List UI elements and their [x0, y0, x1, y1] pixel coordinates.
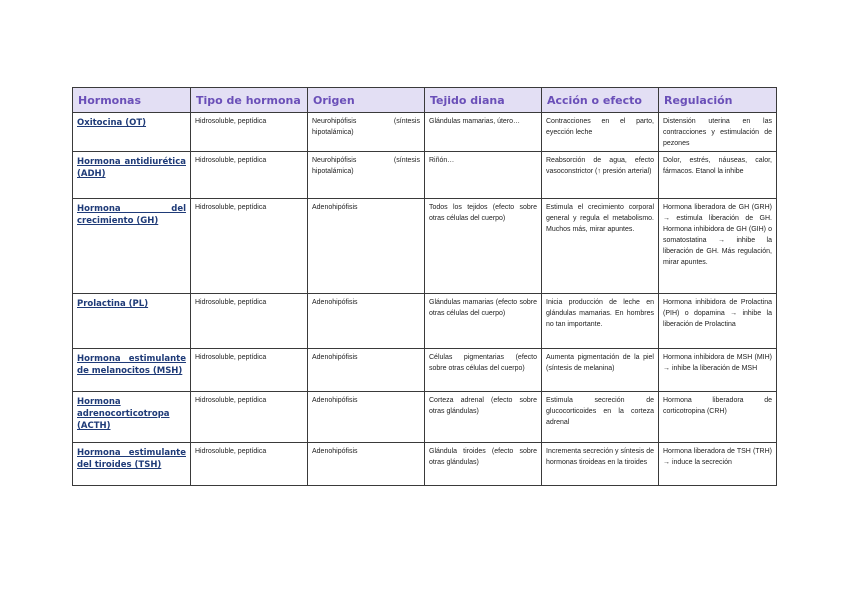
- cell-regulacion: Hormona liberadora de GH (GRH) → estimula liberación de GH. Hormona inhibidora de GH (GIH) o somatostatina → inhibe la liberación de GH. Más regulación, mirar apuntes.: [659, 199, 777, 294]
- cell-tejido: Glándulas mamarias (efecto sobre otras células del cuerpo): [425, 294, 542, 349]
- table-row: [73, 199, 777, 294]
- table-row: [73, 152, 777, 199]
- cell-regulacion: Hormona liberadora de TSH (TRH) → induce la secreción: [659, 443, 777, 486]
- cell-tejido: Corteza adrenal (efecto sobre otras glándulas): [425, 392, 542, 443]
- table-row: [73, 392, 777, 443]
- cell-accion: Estimula secreción de glucocorticoides en la corteza adrenal: [542, 392, 659, 443]
- cell-origen: Adenohipófisis: [308, 349, 425, 392]
- cell-regulacion: Hormona liberadora de corticotropina (CRH): [659, 392, 777, 443]
- cell-tipo: Hidrosoluble, peptídica: [191, 199, 308, 294]
- cell-tipo: Hidrosoluble, peptídica: [191, 443, 308, 486]
- table-row: [73, 349, 777, 392]
- cell-tipo: Hidrosoluble, peptídica: [191, 349, 308, 392]
- header-tipo: Tipo de hormona: [191, 88, 308, 113]
- cell-accion: Aumenta pigmentación de la piel (síntesis de melanina): [542, 349, 659, 392]
- cell-regulacion: Hormona inhibidora de MSH (MIH) → inhibe la liberación de MSH: [659, 349, 777, 392]
- header-row: [73, 88, 777, 113]
- cell-origen: Adenohipófisis: [308, 443, 425, 486]
- header-origen: Origen: [308, 88, 425, 113]
- cell-tipo: Hidrosoluble, peptídica: [191, 152, 308, 199]
- cell-tipo: Hidrosoluble, peptídica: [191, 392, 308, 443]
- hormone-table: [72, 87, 777, 486]
- cell-tejido: Riñón…: [425, 152, 542, 199]
- cell-tejido: Glándula tiroides (efecto sobre otras glándulas): [425, 443, 542, 486]
- cell-tejido: Células pigmentarias (efecto sobre otras células del cuerpo): [425, 349, 542, 392]
- table-row: [73, 443, 777, 486]
- cell-origen: Adenohipófisis: [308, 392, 425, 443]
- cell-accion: Contracciones en el parto, eyección leche: [542, 113, 659, 152]
- cell-accion: Reabsorción de agua, efecto vasoconstrictor (↑ presión arterial): [542, 152, 659, 199]
- cell-origen: Neurohipófisis (síntesis hipotalámica): [308, 113, 425, 152]
- document-page: [72, 87, 776, 486]
- cell-regulacion: Hormona inhibidora de Prolactina (PIH) o dopamina → inhibe la liberación de Prolactina: [659, 294, 777, 349]
- hormone-name[interactable]: Hormona del crecimiento (GH): [73, 199, 191, 294]
- hormone-name[interactable]: Hormona antidiurética (ADH): [73, 152, 191, 199]
- hormone-name[interactable]: Hormona adrenocorticotropa (ACTH): [73, 392, 191, 443]
- cell-regulacion: Dolor, estrés, náuseas, calor, fármacos. Etanol la inhibe: [659, 152, 777, 199]
- header-accion: Acción o efecto: [542, 88, 659, 113]
- cell-origen: Adenohipófisis: [308, 199, 425, 294]
- cell-origen: Adenohipófisis: [308, 294, 425, 349]
- cell-accion: Inicia producción de leche en glándulas mamarias. En hombres no tan importante.: [542, 294, 659, 349]
- cell-accion: Estimula el crecimiento corporal general y regula el metabolismo. Muchos más, mirar apuntes.: [542, 199, 659, 294]
- cell-accion: Incrementa secreción y síntesis de hormonas tiroideas en la tiroides: [542, 443, 659, 486]
- hormone-name[interactable]: Oxitocina (OT): [73, 113, 191, 152]
- cell-tipo: Hidrosoluble, peptídica: [191, 294, 308, 349]
- hormone-name[interactable]: Prolactina (PL): [73, 294, 191, 349]
- header-hormonas: Hormonas: [73, 88, 191, 113]
- header-regulacion: Regulación: [659, 88, 777, 113]
- cell-tejido: Todos los tejidos (efecto sobre otras células del cuerpo): [425, 199, 542, 294]
- cell-regulacion: Distensión uterina en las contracciones y estimulación de pezones: [659, 113, 777, 152]
- cell-origen: Neurohipófisis (síntesis hipotalámica): [308, 152, 425, 199]
- hormone-name[interactable]: Hormona estimulante de melanocitos (MSH): [73, 349, 191, 392]
- table-row: [73, 113, 777, 152]
- header-tejido: Tejido diana: [425, 88, 542, 113]
- hormone-name[interactable]: Hormona estimulante del tiroides (TSH): [73, 443, 191, 486]
- cell-tipo: Hidrosoluble, peptídica: [191, 113, 308, 152]
- cell-tejido: Glándulas mamarias, útero…: [425, 113, 542, 152]
- table-row: [73, 294, 777, 349]
